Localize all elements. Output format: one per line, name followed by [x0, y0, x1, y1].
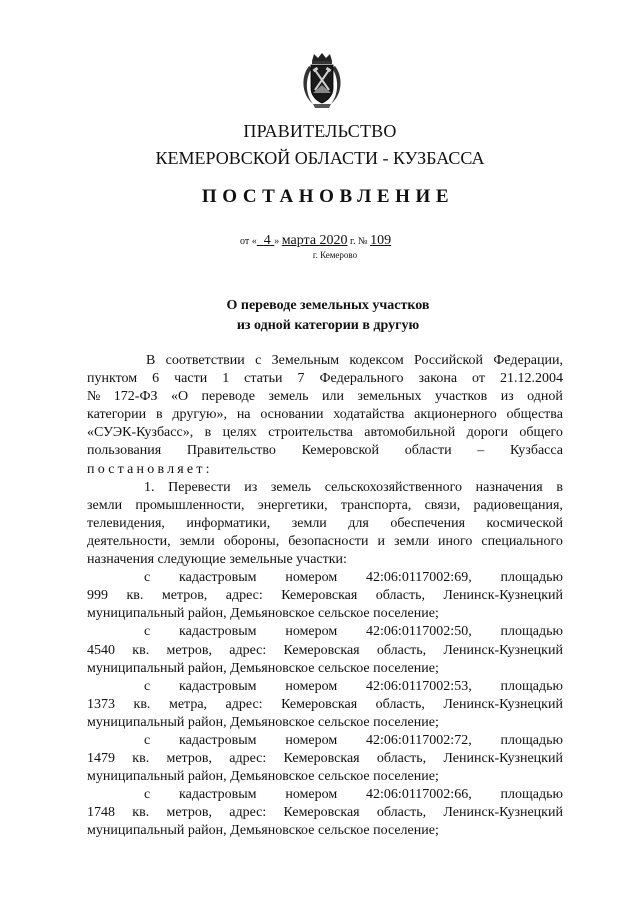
word: метров,	[166, 642, 212, 658]
word: земли	[87, 497, 123, 513]
word: автомобильной	[364, 425, 456, 441]
word: закона	[418, 371, 458, 387]
word: общего	[519, 425, 563, 441]
word: «О	[170, 389, 189, 405]
word: одной	[527, 389, 563, 405]
paragraph-1-line	[87, 424, 563, 442]
word: земельных	[357, 389, 422, 405]
plot-item-line	[87, 804, 563, 822]
word: кв.	[126, 588, 144, 604]
paragraph-2-line	[87, 515, 563, 533]
city: г. Кемерово	[312, 250, 358, 260]
paragraph-1-line	[87, 406, 563, 424]
word: площадью	[500, 787, 563, 803]
word: энергетики,	[257, 497, 328, 513]
word: в	[204, 425, 212, 441]
date-year-suffix: г.	[350, 236, 356, 247]
word: Кемеровская	[283, 805, 360, 821]
word: 42:06:0117002:53,	[366, 678, 472, 694]
word: общества	[506, 407, 563, 423]
word: область,	[375, 588, 425, 604]
word: 42:06:0117002:66,	[366, 787, 472, 803]
word: в	[155, 407, 163, 423]
plot-item-line	[87, 714, 563, 732]
word: 1748	[87, 805, 115, 821]
word: Ленинск-Кузнецкий	[443, 805, 563, 821]
word: номером	[285, 678, 338, 694]
document-number: 109	[370, 233, 392, 248]
plot-item-line-text: муниципальный район, Демьяновское сельское поселение;	[87, 823, 439, 839]
word: участков	[434, 389, 488, 405]
word: 42:06:0117002:50,	[366, 624, 472, 640]
paragraph-1-line	[87, 388, 563, 406]
word: Ленинск-Кузнецкий	[443, 696, 563, 712]
word: номером	[285, 624, 338, 640]
word: земель	[268, 389, 309, 405]
word: Кемеровская	[281, 588, 358, 604]
word: с	[255, 353, 262, 368]
date-day: 4	[263, 233, 271, 248]
word: основании	[260, 407, 324, 423]
plot-item-line	[87, 750, 563, 768]
word: соответствии	[165, 353, 245, 368]
word: пунктом	[87, 371, 138, 387]
word: номером	[285, 787, 338, 803]
word: область,	[376, 805, 427, 821]
word: кв.	[132, 751, 150, 767]
word: статьи	[244, 371, 283, 387]
word: земли	[291, 515, 327, 531]
word: 172-ФЗ	[113, 389, 158, 405]
word: с	[144, 787, 151, 803]
word: земли	[179, 533, 215, 549]
word: связи,	[424, 497, 461, 513]
word: метров,	[161, 588, 208, 604]
word: адрес:	[225, 696, 263, 712]
word: адрес:	[229, 751, 267, 767]
word: Правительство	[186, 443, 276, 459]
word: Ленинск-Кузнецкий	[443, 642, 563, 658]
word: 1	[222, 371, 230, 387]
word: «СУЭК-Кузбасс»,	[87, 425, 194, 441]
word: Кузбасса	[510, 443, 563, 459]
word: и	[377, 533, 386, 549]
word: 1373	[87, 696, 115, 712]
word: назначения	[475, 479, 543, 495]
word: 21.12.2004	[499, 371, 563, 387]
word: Кемеровская	[283, 751, 360, 767]
word: из	[500, 389, 514, 405]
plot-item-line	[87, 605, 563, 623]
plot-item-line	[87, 623, 563, 641]
word: кодексом	[349, 353, 404, 368]
word: строительства	[268, 425, 353, 441]
document-body	[87, 352, 563, 841]
word: с	[144, 678, 151, 694]
word: кв.	[132, 642, 150, 658]
word: обороны,	[223, 533, 280, 549]
resolves-word	[87, 461, 563, 479]
number-sign: №	[358, 236, 368, 247]
paragraph-2-line	[87, 497, 563, 515]
word: пользования	[87, 443, 162, 459]
word: деятельности,	[87, 533, 171, 549]
word: номером	[285, 732, 338, 748]
plot-item-line	[87, 822, 563, 840]
date-close: »	[274, 236, 280, 247]
word: область,	[376, 751, 427, 767]
plot-item-line-text: муниципальный район, Демьяновское сельское поселение;	[87, 606, 439, 622]
word: с	[144, 732, 151, 748]
word: область,	[376, 642, 427, 658]
plot-item-line	[87, 678, 563, 696]
plot-item-line	[87, 768, 563, 786]
paragraph-2-line	[87, 551, 563, 569]
word: 42:06:0117002:72,	[366, 732, 472, 748]
word: безопасности	[288, 533, 369, 549]
word: кадастровым	[179, 570, 257, 586]
document-title	[0, 296, 640, 336]
word: метра,	[168, 696, 208, 712]
plot-item-line-text: муниципальный район, Демьяновское сельское поселение;	[87, 714, 439, 730]
word: радиовещания,	[473, 497, 563, 513]
word: адрес:	[229, 642, 267, 658]
word: Кемеровская	[281, 696, 358, 712]
word: область,	[375, 696, 425, 712]
word: для	[348, 515, 369, 531]
document-type: ПОСТАНОВЛЕНИЕ	[201, 186, 455, 207]
word: Кемеровская	[283, 642, 360, 658]
word: 1.	[144, 479, 155, 495]
word: №	[87, 389, 101, 405]
word: Ленинск-Кузнецкий	[443, 751, 563, 767]
word: на	[236, 407, 251, 423]
word: площадью	[500, 624, 563, 640]
word: земель	[270, 479, 312, 495]
word: Перевести	[168, 479, 231, 495]
word: сельскохозяйственного	[324, 479, 462, 495]
word: другую»,	[172, 407, 228, 423]
word: 4540	[87, 642, 115, 658]
word: Ленинск-Кузнецкий	[443, 588, 563, 604]
word: переводе	[201, 389, 255, 405]
plot-item-line	[87, 732, 563, 750]
date-month-year: марта 2020	[281, 233, 348, 248]
word: –	[477, 443, 485, 459]
word: области	[404, 443, 452, 459]
plot-item-line-text: муниципальный район, Демьяновское сельское поселение;	[87, 769, 439, 785]
word: специального	[481, 533, 563, 549]
word: обеспечения	[390, 515, 466, 531]
paragraph-2-line	[87, 479, 563, 497]
word: Федерального	[319, 371, 404, 387]
resolves-word-text: постановляет:	[87, 461, 213, 477]
word: космической	[486, 515, 563, 531]
word: 1479	[87, 751, 115, 767]
word: номером	[285, 570, 338, 586]
word: части	[174, 371, 208, 387]
paragraph-1-line	[87, 442, 563, 460]
word: ходатайства	[333, 407, 405, 423]
word: В	[146, 353, 156, 368]
word: 42:06:0117002:69,	[366, 570, 472, 586]
word: 7	[297, 371, 305, 387]
word: адрес:	[225, 588, 263, 604]
word: информатики,	[186, 515, 271, 531]
date-prefix: от «	[240, 236, 257, 247]
date-line	[240, 233, 391, 249]
paragraph-1-line	[87, 352, 563, 370]
word: кадастровым	[179, 624, 257, 640]
organization-name: ПРАВИТЕЛЬСТВО	[243, 121, 397, 141]
word: 6	[152, 371, 160, 387]
word: кв.	[133, 696, 151, 712]
word: площадью	[500, 732, 563, 748]
word: или	[322, 389, 344, 405]
plot-item-line	[87, 587, 563, 605]
plot-item-line	[87, 660, 563, 678]
word: Кемеровской	[301, 443, 380, 459]
word: целях	[222, 425, 257, 441]
title-line-2: из одной категории в другую	[236, 318, 420, 333]
word: площадью	[500, 570, 563, 586]
word: с	[144, 624, 151, 640]
paragraph-1-line	[87, 370, 563, 388]
word: адрес:	[229, 805, 267, 821]
word: Федерации,	[493, 353, 563, 368]
word: из	[244, 479, 258, 495]
word: метров,	[166, 751, 212, 767]
coat-of-arms-icon	[296, 52, 348, 110]
word: в	[556, 479, 563, 495]
word: кадастровым	[179, 732, 257, 748]
word: земли	[393, 533, 430, 549]
plot-item-line	[87, 696, 563, 714]
plot-item-line-text: муниципальный район, Демьяновское сельское поселение;	[87, 660, 439, 676]
word: метров,	[166, 805, 212, 821]
word: кадастровым	[179, 678, 257, 694]
word: категории	[87, 407, 147, 423]
word: с	[144, 570, 151, 586]
word: акционерного	[414, 407, 497, 423]
word: от	[472, 371, 485, 387]
paragraph-2-line	[87, 533, 563, 551]
word: кадастровым	[179, 787, 257, 803]
plot-item-line	[87, 642, 563, 660]
word: дороги	[466, 425, 509, 441]
word: Российской	[414, 353, 484, 368]
word: Земельным	[271, 353, 340, 368]
title-line-1: О переводе земельных участков	[226, 298, 430, 313]
word: транспорта,	[340, 497, 412, 513]
word: площадью	[500, 678, 563, 694]
plot-item-line	[87, 786, 563, 804]
word: кв.	[132, 805, 150, 821]
word: телевидения,	[87, 515, 165, 531]
organization-region: КЕМЕРОВСКОЙ ОБЛАСТИ - КУЗБАССА	[155, 148, 485, 168]
word: 999	[87, 588, 108, 604]
word: иного	[438, 533, 473, 549]
paragraph-2-line-text: назначения следующие земельные участки:	[87, 552, 347, 568]
word: промышленности,	[135, 497, 245, 513]
plot-item-line	[87, 569, 563, 587]
